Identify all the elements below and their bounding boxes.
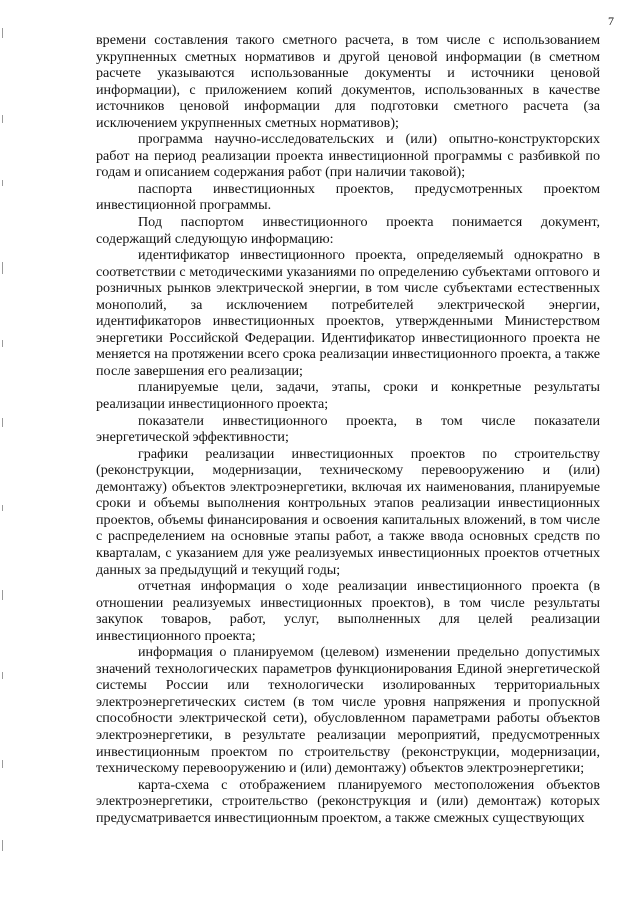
paragraph: программа научно-исследовательских и (или) опытно-конструкторских работ на период реализации проекта инвестиционной программы с разбивкой по годам и описанием содержания работ (при наличии таковой); (96, 131, 600, 181)
paragraph: планируемые цели, задачи, этапы, сроки и конкретные результаты реализации инвестиционного проекта; (96, 379, 600, 413)
scan-margin-marks (2, 0, 8, 905)
paragraph: графики реализации инвестиционных проектов по строительству (реконструкции, модернизации, техническому перевооружению и (или) демонтажу) объектов электроэнергетики, включая их наименования, планируемые сроки и объемы выполнения контрольных этапов реализации инвестиционных проектов, объемы финансирования и освоения капитальных вложений, в том числе с распределением на основные этапы работ, а также ввода основных средств по кварталам, с указанием для уже реализуемых инвестиционных проектов отчетных данных за предыдущий и текущий годы; (96, 445, 600, 578)
paragraph: отчетная информация о ходе реализации инвестиционного проекта (в отношении реализуемых инвестиционных проектов), в том числе результаты закупок товаров, работ, услуг, выполненных для целей реализации инвестиционного проекта; (96, 578, 600, 644)
paragraph: информация о планируемом (целевом) изменении предельно допустимых значений технологических параметров функционирования Единой энергетической системы России или технологически изолированных территориальных электроэнергетических систем (в том числе уровня напряжения и пропускной способности электрической сети), обусловленном параметрами работы объектов электроэнергетики, в результате реализации мероприятий, предусмотренных инвестиционным проектом по строительству (реконструкции, модернизации, техническому перевооружению и (или) демонтажу) объектов электроэнергетики; (96, 644, 600, 777)
paragraph: идентификатор инвестиционного проекта, определяемый однократно в соответствии с методическими указаниями по определению субъектами оптового и розничных рынков электрической энергии, в том числе субъектами естественных монополий, за исключением потребителей электрической энергии, идентификаторов инвестиционных проектов, утвержденными Министерством энергетики Российской Федерации. Идентификатор инвестиционного проекта не меняется на протяжении всего срока реализации инвестиционного проекта, а также после завершения его реализации; (96, 247, 600, 379)
paragraph: показатели инвестиционного проекта, в том числе показатели энергетической эффективности; (96, 412, 600, 446)
document-body (96, 32, 600, 826)
paragraph: карта-схема с отображением планируемого местоположения объектов электроэнергетики, строительство (реконструкция и (или) демонтаж) которых предусматривается инвестиционным проектом, а также смежных существующих (96, 776, 600, 826)
paragraph: паспорта инвестиционных проектов, предусмотренных проектом инвестиционной программы. (96, 180, 600, 214)
paragraph: времени составления такого сметного расчета, в том числе с использованием укрупненных сметных нормативов и другой ценовой информации (в сметном расчете указываются использованные документы и источники ценовой информации), с приложением копий документов, использованных в качестве источников ценовой информации для подготовки сметного расчета (за исключением укрупненных сметных нормативов); (96, 32, 600, 131)
paragraph: Под паспортом инвестиционного проекта понимается документ, содержащий следующую информацию: (96, 214, 600, 247)
page-number: 7 (608, 14, 614, 28)
